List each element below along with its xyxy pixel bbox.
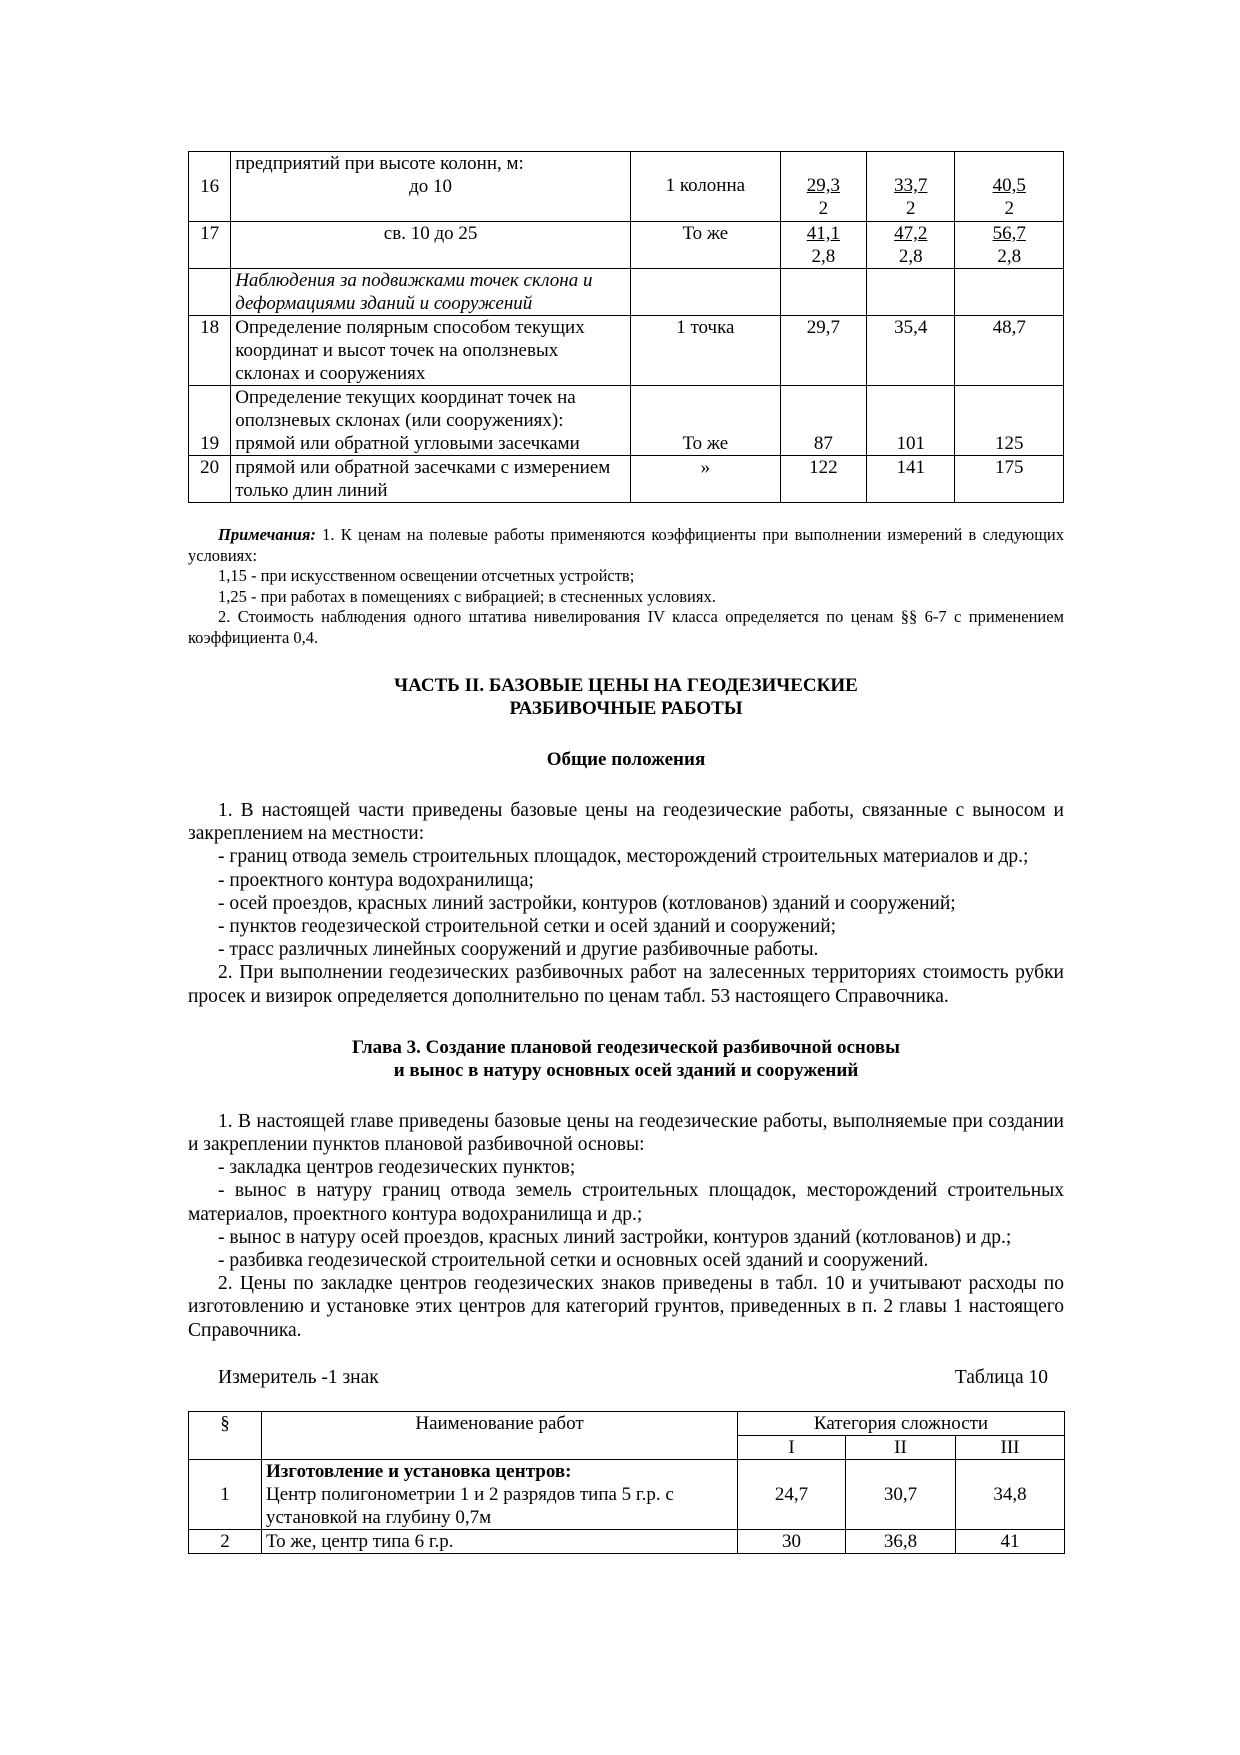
unit: То же [631, 386, 781, 456]
table-row [189, 316, 1064, 386]
work-name: Изготовление и установка центров: Центр полигонометрии 1 и 2 разрядов типа 5 г.р. с установкой на глубину 0,7м [262, 1459, 738, 1529]
work-name: предприятий при высоте колонн, м: до 10 [231, 152, 631, 222]
table-row [189, 456, 1064, 503]
price-cat1: 24,7 [738, 1459, 846, 1529]
price-cat3: 34,8 [956, 1459, 1065, 1529]
table-row [189, 1529, 1065, 1553]
price-cat1: 122 [780, 456, 866, 503]
price-cat2: 47,2 2,8 [867, 222, 955, 269]
part2-body: 1. В настоящей части приведены базовые цены на геодезические работы, связанные с выносом и закреплением на местности: - границ отвода земель строительных площадок, месторождений строительных материалов и др.; - проектного контура водохранилища; - осей проездов, красных линий застройки, контуров (котлованов) зданий и сооружений; - пунктов геодезической строительной сетки и осей зданий и сооружений; - трасс различных линейных сооружений и другие разбивочные работы. 2. При выполнении геодезических разбивочных работ на залесенных территориях стоимость рубки просек и визирок определяется дополнительно по ценам табл. 53 настоящего Справочника. [188, 800, 1064, 1007]
price-cat3: 40,5 2 [955, 152, 1064, 222]
table-row [189, 269, 1064, 316]
price-cat2: 141 [867, 456, 955, 503]
row-number: 16 [189, 152, 231, 222]
work-name: То же, центр типа 6 г.р. [262, 1529, 738, 1553]
price-cat3: 125 [955, 386, 1064, 456]
price-cat1: 87 [780, 386, 866, 456]
row-number: 1 [189, 1459, 262, 1529]
col-header-cat2: II [846, 1435, 956, 1459]
col-header-category: Категория сложности [738, 1411, 1065, 1435]
price-cat3: 175 [955, 456, 1064, 503]
price-cat2: 35,4 [867, 316, 955, 386]
table-10 [188, 1411, 1065, 1554]
unit: 1 точка [631, 316, 781, 386]
chapter3-body: 1. В настоящей главе приведены базовые цены на геодезические работы, выполняемые при создании и закреплении пунктов плановой разбивочной основы: - закладка центров геодезических пунктов; - вынос в натуру границ отвода земель строительных площадок, месторождений строительных материалов, проектного контура водохранилища и др.; - вынос в натуру осей проездов, красных линий застройки, контуров зданий (котлованов) и др.; - разбивка геодезической строительной сетки и основных осей зданий и сооружений. 2. Цены по закладке центров геодезических знаков приведены в табл. 10 и учитывают расходы по изготовлению и установке этих центров для категорий грунтов, приведенных в п. 2 главы 1 настоящего Справочника. [188, 1110, 1064, 1341]
row-number: 2 [189, 1529, 262, 1553]
table-row [189, 1459, 1065, 1529]
row-number: 18 [189, 316, 231, 386]
price-cat2: 36,8 [846, 1529, 956, 1553]
table-row [189, 386, 1064, 456]
col-header-cat3: III [956, 1435, 1065, 1459]
row-number: 19 [189, 386, 231, 456]
price-cat1: 30 [738, 1529, 846, 1553]
table-row [189, 222, 1064, 269]
price-cat2: 30,7 [846, 1459, 956, 1529]
unit: То же [631, 222, 781, 269]
chapter3-title: Глава 3. Создание плановой геодезической разбивочной основы и вынос в натуру основных осей зданий и сооружений [352, 1036, 900, 1081]
price-cat3: 56,7 2,8 [955, 222, 1064, 269]
part2-title: ЧАСТЬ II. БАЗОВЫЕ ЦЕНЫ НА ГЕОДЕЗИЧЕСКИЕ РАЗБИВОЧНЫЕ РАБОТЫ [394, 675, 858, 719]
col-header-cat1: I [738, 1435, 846, 1459]
col-header-paragraph: § [189, 1411, 262, 1459]
section-heading: Наблюдения за подвижками точек склона и деформациями зданий и сооружений [231, 269, 631, 316]
price-cat2: 101 [867, 386, 955, 456]
document-page [188, 151, 1064, 1554]
work-name: прямой или обратной засечками с измерением только длин линий [231, 456, 631, 503]
price-cat1: 29,7 [780, 316, 866, 386]
price-cat1: 29,3 2 [780, 152, 866, 222]
notes-label: Примечания: [218, 525, 316, 544]
unit: 1 колонна [631, 152, 781, 222]
row-number: 17 [189, 222, 231, 269]
table10-header-line [188, 1367, 1064, 1389]
price-cat3: 48,7 [955, 316, 1064, 386]
price-cat1: 41,1 2,8 [780, 222, 866, 269]
table-header-row [189, 1411, 1065, 1435]
row-number: 20 [189, 456, 231, 503]
measure-unit: Измеритель -1 знак [218, 1366, 379, 1388]
table-row [189, 152, 1064, 222]
notes-block: Примечания: 1. К ценам на полевые работы применяются коэффициенты при выполнении измерений в следующих условиях: 1,15 - при искусственном освещении отсчетных устройств; 1,25 - при работах в помещениях с вибрацией; в стесненных условиях. 2. Стоимость наблюдения одного штатива нивелирования IV класса определяется по ценам §§ 6-7 с применением коэффициента 0,4. [188, 525, 1064, 647]
work-name: Определение полярным способом текущих координат и высот точек на оползневых склонах и сооружениях [231, 316, 631, 386]
unit: » [631, 456, 781, 503]
general-provisions-heading: Общие положения [546, 749, 706, 770]
col-header-name: Наименование работ [262, 1411, 738, 1459]
prices-table-continuation [188, 151, 1064, 503]
price-cat3: 41 [956, 1529, 1065, 1553]
work-name: св. 10 до 25 [231, 222, 631, 269]
work-name: Определение текущих координат точек на оползневых склонах (или сооружениях): прямой или обратной угловыми засечками [231, 386, 631, 456]
table-caption: Таблица 10 [954, 1366, 1048, 1388]
price-cat2: 33,7 2 [867, 152, 955, 222]
